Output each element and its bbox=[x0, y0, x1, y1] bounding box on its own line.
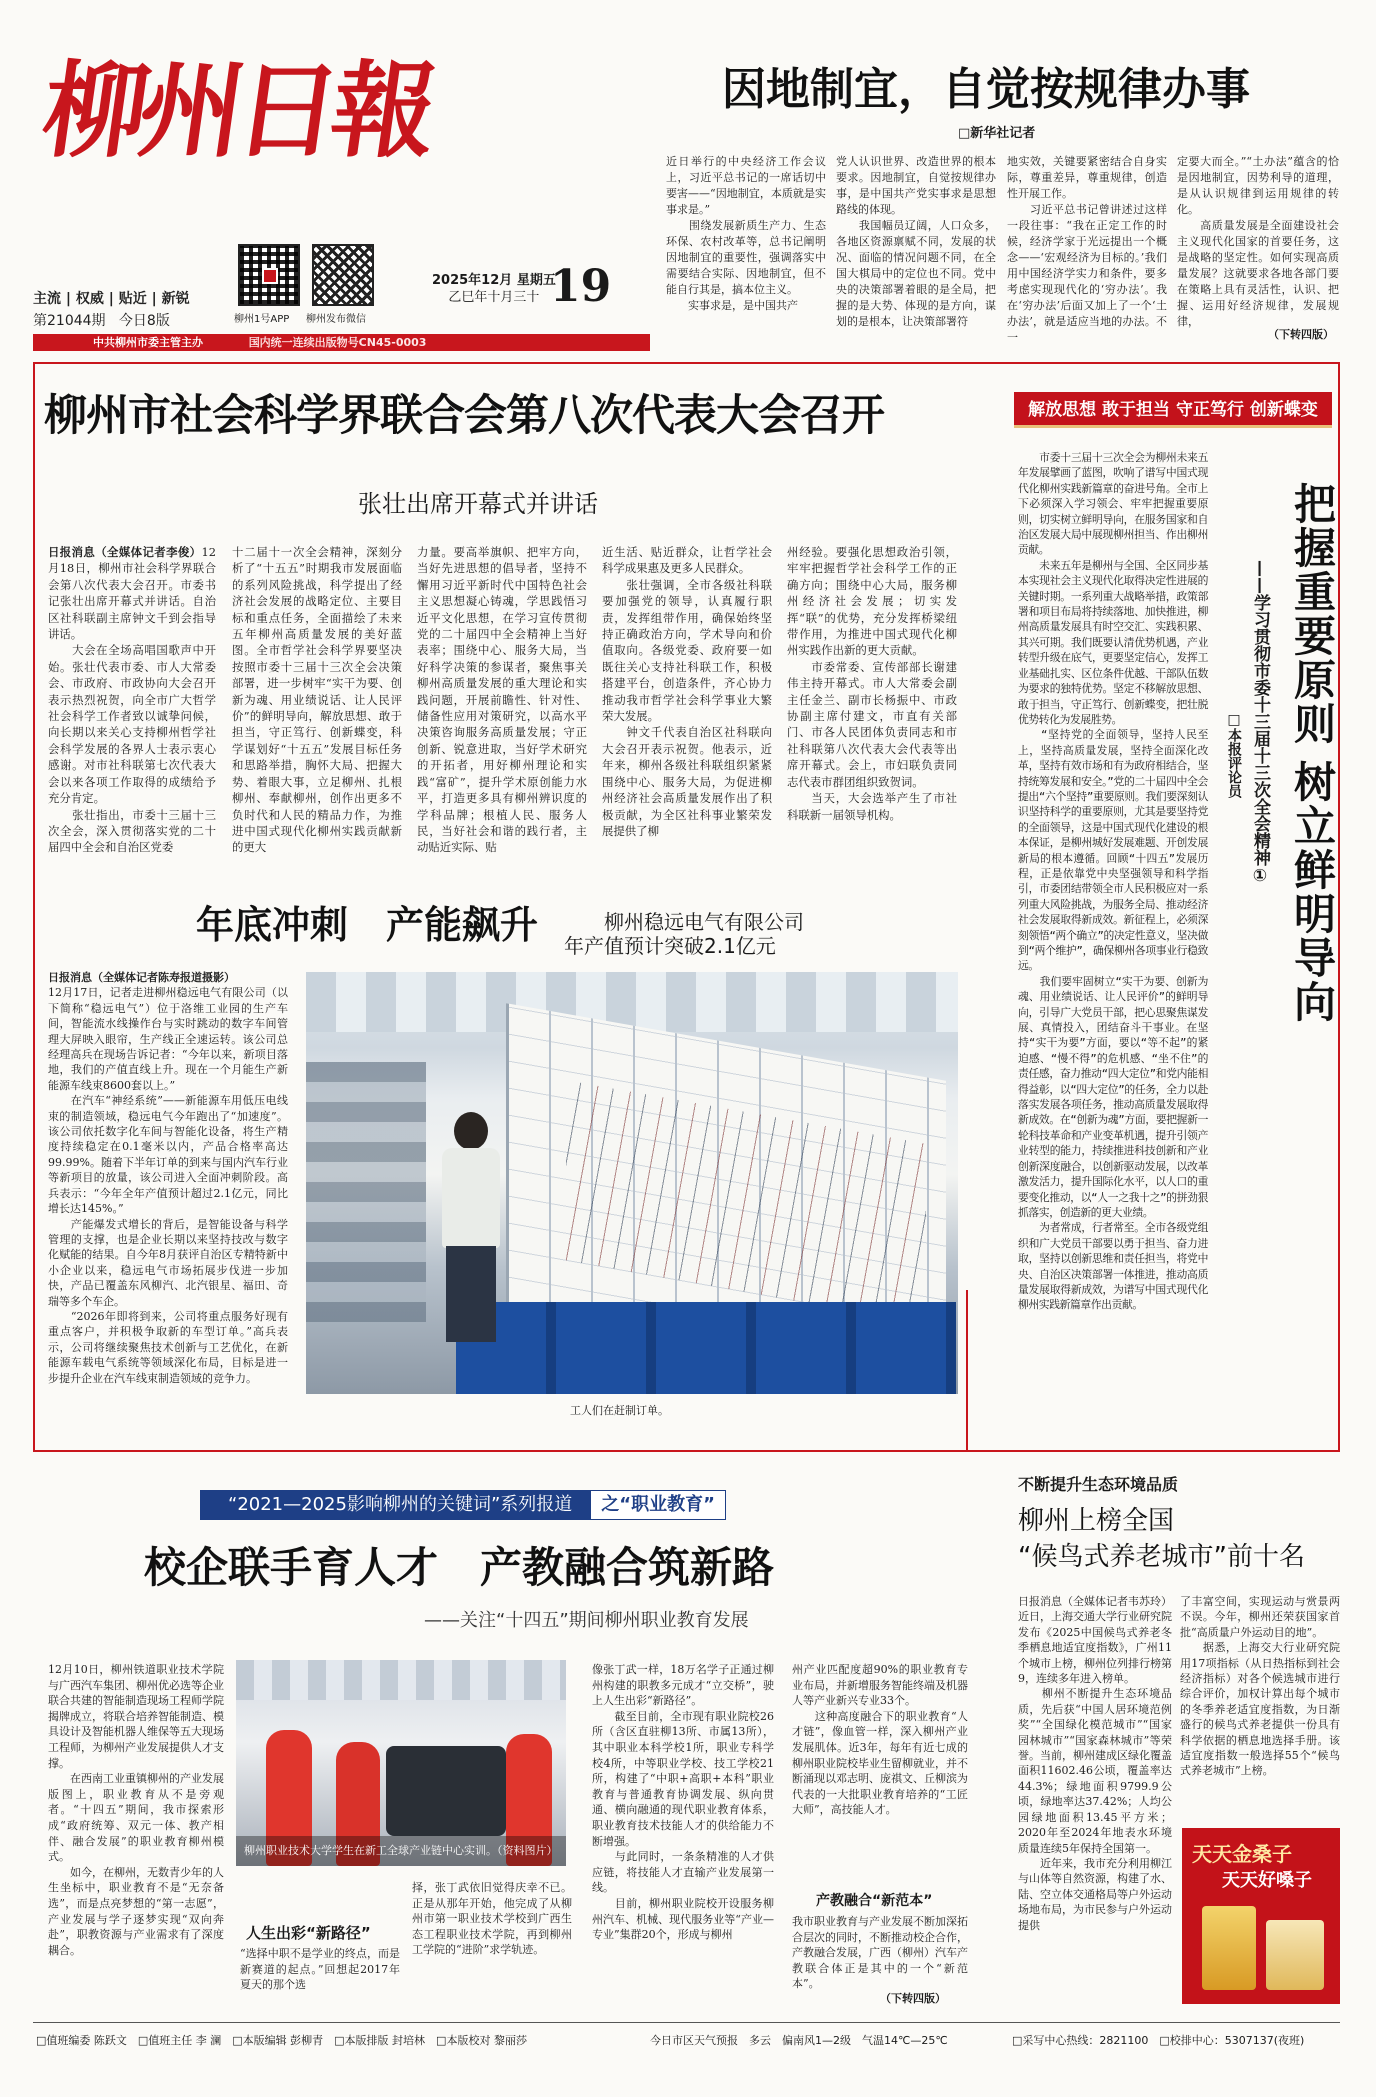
info-strip bbox=[33, 334, 650, 351]
top-story-col: 党人认识世界、改造世界的根本要求。因地制宜，自觉按规律办事，是中国共产党实事求是思想路线的体现。 我国幅员辽阔，人口众多，各地区资源禀赋不同，发展的状况、面临的情况问题不同，在全国大棋局中的定位也不同。党中央的决策部署着眼的是全局，把握的是大势、体现的是方向，谋划的是根本，让决策部署符 bbox=[836, 155, 996, 328]
eco-col1: 日报消息（全媒体记者韦苏玲）近日，上海交通大学行业研究院发布《2025中国候鸟式养老冬季栖息地适宜度指数》，广州11个城市上榜，柳州位列排行榜第9，连续多年进入榜单。 柳州不断提升生态环境品质，先后获“中国人居环境范例奖”“全国绿化模范城市”“国家园林城市”“国家森林城市”等荣誉。当前，柳州建成区绿化覆盖面积11602.46公顷，覆盖率达44.3%；绿地面积9799.9公顷，绿地率达37.42%；人均公园绿地面积13.45平方米；2020年至2024年地表水环境质量连续5年保持全国第一。 近年来，我市充分利用柳江与山体等自然资源，构建了水、陆、空立体交通格局等户外运动场地布局，为市民参与户外运动提供 bbox=[1018, 1595, 1172, 1932]
footer-rule bbox=[33, 2022, 1340, 2023]
date-line bbox=[432, 272, 556, 306]
training-photo[interactable] bbox=[236, 1660, 566, 1866]
lead-col: 近生活、贴近群众，让哲学社会科学成果惠及更多人民群众。 张壮强调，全市各级社科联要加强党的领导，认真履行职责，发挥组带作用，确保始终坚持正确政治方向，学术导向和价值取向。各级党委、政府要一如既往关心支持社科联工作，积极搭建平台，创造条件，齐心协力推动我市哲学社会科学事业大繁荣大发展。 钟文千代表自治区社科联向大会召开表示祝贺。他表示，近年来，柳州各级社科联组织紧紧围绕中心、服务大局，为促进柳州经济社会高质量发展作出了积极贡献，为全区社科事业繁荣发展提供了柳 bbox=[602, 545, 772, 838]
lead-frame-step bbox=[966, 1450, 1340, 1452]
footer-hotline: □采写中心热线：2821100 □校排中心：5307137(夜班) bbox=[1012, 2034, 1305, 2047]
ad-product-box bbox=[1266, 1920, 1324, 1990]
top-story-col: 地实效，关键要紧密结合自身实际，尊重差异，尊重规律，创造性开展工作。 习近平总书记曾讲述过这样一段往事：“我在正定工作的时候，经济学家于光远提出一个概念——‘宏观经济为目标的。’我们用中国经济学实力和条件，要多考虑实现现代化的‘穷办法’。我在‘穷办法’后面又加上了一个‘土办法’，就是适应当地的办法。不一 bbox=[1007, 155, 1167, 344]
ad-line2: 天天好嗓子 bbox=[1222, 1870, 1312, 1891]
commentary-title-1[interactable]: 把握重要原则 bbox=[1288, 482, 1337, 746]
lead-frame-mid bbox=[966, 1290, 968, 1452]
lead-frame-bottom bbox=[33, 1450, 968, 1452]
issue-line bbox=[33, 310, 170, 330]
issue-number: 第21044期 bbox=[33, 313, 106, 329]
series-tag-sub: 之“职业教育” bbox=[590, 1490, 726, 1520]
lead-col: 力量。要高举旗帜、把牢方向，当好先进思想的倡导者，坚持不懈用习近平新时代中国特色社会主义思想凝心铸魂，学思践悟习近平文化思想，在学习宣传贯彻党的二十届四中全会精神上当好表率；围绕中心、服务大局，当好科学决策的参谋者，聚焦事关柳州高质量发展的重大理论和实践问题，开展前瞻性、针对性、储备性应用对策研究，以高水平决策咨询服务高质量发展；守正创新、锐意进取，当好学术研究的开拓者，用好柳州理论和实践“富矿”，提升学术原创能力水平，打造更多具有柳州辨识度的学科品牌；根植人民、服务人民，当好社会和谐的践行者，主动贴近实际、贴 bbox=[417, 545, 587, 855]
lead-frame-top bbox=[33, 362, 1340, 364]
series-title[interactable]: 校企联手育人才 产教融合筑新路 bbox=[144, 1543, 775, 1592]
lead-byline: 日报消息（全媒体记者李俊） bbox=[48, 545, 202, 559]
series-subhead2: 产教融合“新范本” bbox=[816, 1893, 933, 1909]
lead-title[interactable]: 柳州市社会科学界联合会第八次代表大会召开 bbox=[44, 391, 884, 441]
banner-word: 解放思想 bbox=[1028, 400, 1097, 420]
top-story-title[interactable]: 因地制宜，自觉按规律办事 bbox=[722, 64, 1250, 115]
app-logo-icon bbox=[262, 268, 278, 284]
commentary-banner bbox=[1014, 392, 1332, 428]
commentary-body: 市委十三届十三次全会为柳州未来五年发展擘画了蓝图，吹响了谱写中国式现代化柳州实践新篇章的奋进号角。全市上下必须深入学习领会、牢牢把握重要原则，切实树立鲜明导向，在服务国家和自治区发展大局中展现柳州担当、作出柳州贡献。 未来五年是柳州与全国、全区同步基本实现社会主义现代化取得决定性进展的关键时期。一系列重大战略举措，政策部署和项目布局将持续落地、加快推进，柳州高质量发展具有时空交汇、实践积累、其兴可期。我们既要认清优势机遇，产业转型升级在底气，更要坚定信心，发挥工业基础扎实、区位条件优越、干部队伍数为要求的独特优势。坚定不移解放思想、敢于担当，守正笃行、创新蝶变，把壮脱优势转化为发展胜势。 “坚持党的全面领导，坚持人民至上，坚持高质量发展，坚持全面深化改革，坚持有效市场和有为政府相结合，坚持统筹发展和安全。”党的二十届四中全会提出“六个坚持”重要原则。我们要深刻认识坚持科学的重要原则，尤其是要坚持党的全面领导，这是中国式现代化建设的根本保证，是柳州城好发展难题、开创发展新局的根本遵循。回顾“十四五”发展历程，正是依靠党中央坚强领导和科学指引，市委团结带领全市人民积极应对一系列重大风险挑战，为服务全局、推动经济社会发展取得新成效。新征程上，必须深刻领悟“两个确立”的决定性意义，坚决做到“两个维护”，确保柳州各项事业行稳致远。 我们要牢固树立“实干为要、创新为魂、用业绩说话、让人民评价”的鲜明导向，引导广大党员干部，把心思聚焦谋发展、真情投入，团结奋斗干事业。在坚持“实干为要”方面，要以“等不起”的紧迫感、“慢不得”的危机感、“坐不住”的责任感，奋力推动“四大定位”和党内能相得益彰，以“四大定位”的任务，全力以赴落实发展各项任务，推动高质量发展取得新成效。在“创新为魂”方面，要把握新一轮科技革命和产业变革机遇，提升引领产业转型的能力，持续推进科技创新和产业创新深度融合，以创新驱动发展，以改革激发活力，提升国际化水平，以人口的重要变化推动，以“人一之我十之”的拼劲狠抓落实，创造新的更大业绩。 为者常成，行者常至。全市各级党组织和广大党员干部要以勇于担当、奋力进取，坚持以创新思维和责任担当，将党中央、自治区决策部署一体推进，推动高质量发展取得新成效，为谱写中国式现代化柳州实践新篇章作出贡献。 bbox=[1018, 451, 1208, 1312]
masthead-logo: 柳州日報 bbox=[35, 49, 437, 172]
ad-product-box bbox=[1202, 1906, 1256, 1990]
qr1-label: 柳州1号APP bbox=[234, 314, 290, 325]
industry-sub1: 柳州稳远电气有限公司 bbox=[604, 910, 804, 934]
sponsor-label: 中共柳州市委主管主办 bbox=[93, 336, 203, 349]
banner-word: 敢于担当 bbox=[1102, 400, 1171, 420]
industry-sub2: 年产值预计突破2.1亿元 bbox=[564, 934, 776, 958]
ad-banner[interactable] bbox=[1182, 1828, 1340, 2004]
factory-photo-caption: 工人们在赶制订单。 bbox=[570, 1404, 669, 1417]
series-continued: （下转四版） bbox=[880, 1992, 946, 2005]
series-col4: 像张丁武一样，18万名学子正通过柳州构建的职教多元成才“立交桥”，驶上人生出彩“新路径”。 截至目前，全市现有职业院校26所（含区直驻柳13所、市属13所），其中职业本科学校1所，职业专科学校4所，中等职业学校、技工学校21所，构建了“中职+高职+本科”职业教育与普通教育协调发展、纵向贯通、横向融通的现代职业教育体系，职业教育技术技能人才的供给能力不断增强。 与此同时，一条条精准的人才供应链，将技能人才直输产业发展第一线。 目前，柳州职业院校开设服务柳州汽车、机械、现代服务业等“产业—专业”集群20个，形成与柳州 bbox=[592, 1663, 774, 1942]
series-col2b: “选择中职不是学业的终点，而是新赛道的起点。”回想起2017年夏天的那个选 bbox=[240, 1947, 400, 1992]
top-story-col: 近日举行的中央经济工作会议上，习近平总书记的一席话切中要害——“因地制宜，本质就是实事求是。” 围绕发展新质生产力、生态环保、农村改革等，总书记阐明因地制宜的重要性，强调落实中需要结合实际、因地制宜，但不能自行其是，搞本位主义。 实事求是，是中国共产 bbox=[666, 155, 826, 312]
page-count: 今日8版 bbox=[118, 313, 170, 329]
slogan: 主流 | 权威 | 贴近 | 新锐 bbox=[33, 291, 190, 307]
footer-weather: 今日市区天气预报 多云 偏南风1—2级 气温14℃—25℃ bbox=[650, 2034, 948, 2047]
date-day: 19 bbox=[550, 261, 612, 312]
series-subhead: 人生出彩“新路径” bbox=[246, 1924, 371, 1942]
qr-code-wechat[interactable] bbox=[312, 244, 374, 306]
commentary-byline: □本报评论员 bbox=[1226, 712, 1242, 798]
eco-title-2[interactable]: “候鸟式养老城市”前十名 bbox=[1018, 1542, 1305, 1572]
qr2-label: 柳州发布微信 bbox=[306, 314, 366, 325]
banner-word: 守正笃行 bbox=[1175, 400, 1244, 420]
lead-frame-left bbox=[33, 362, 35, 1452]
slogan-item: 新锐 bbox=[161, 291, 190, 307]
continued-note: （下转四版） bbox=[1268, 328, 1334, 341]
industry-text: 12月17日，记者走进柳州稳远电气有限公司（以下简称“稳远电气”）位于洛维工业园的生产车间，智能流水线操作台与实时跳动的数字车间管理大屏映入眼帘，生产线正全速运转。该公司总经理高兵在现场告诉记者：“今年以来，新项目落地，我们的产值直线上升。现在一个月能生产新能源车线束8600套以上。” 在汽车“神经系统”——新能源车用低压电线束的制造领域，稳远电气今年跑出了“加速度”。该公司依托数字化车间与智能化设备，将生产精度持续稳定在0.1毫米以内，产品合格率高达99.99%。随着下半年订单的到来与国内汽车行业等新项目的放量，该公司进入全面冲刺阶段。高兵表示：“今年全年产值预计超过2.1亿元，同比增长达145%。” 产能爆发式增长的背后，是智能设备与科学管理的支撑，也是企业长期以来坚持技改与数字化赋能的结果。自今年8月获评自治区专精特新中小企业以来，稳远电气市场拓展步伐进一步加快，产品已覆盖东风柳汽、北汽银星、福田、奇瑞等多个车企。 “2026年即将到来，公司将重点服务好现有重点客户，并积极争取新的车型订单。”高兵表示，公司将继续聚焦技术创新与工艺优化，在新能源车载电气系统等领域深化布局，目标是进一步提升企业在汽车线束制造领域的竞争力。 bbox=[48, 986, 288, 1385]
series-tag bbox=[200, 1490, 726, 1520]
date-month: 2025年12月 bbox=[432, 273, 513, 288]
lunar-date: 乙巳年十月三十 bbox=[448, 290, 540, 305]
lead-col-text: 12月18日，柳州市社会科学界联合会第八次代表大会召开。市委书记张壮出席开幕式并讲话。自治区社科联副主席钟文千到会指导讲话。 大会在全场高唱国歌声中开始。张壮代表市委、市人大常委会、市政府、市政协向大会召开表示热烈祝贺，向全市广大哲学社会科学工作者致以诚挚问候，向长期以来关心支持柳州哲学社会科学发展的各界人士表示衷心感谢。对市社科联第七次代表大会以来各项工作取得的成绩给予充分肯定。 张壮指出，市委十三届十三次全会，深入贯彻落实党的二十届四中全会和自治区党委 bbox=[48, 545, 216, 855]
worker-figure bbox=[436, 1112, 506, 1342]
series-subtitle: ——关注“十四五”期间柳州职业教育发展 bbox=[424, 1610, 749, 1631]
top-story-byline: □新华社记者 bbox=[958, 126, 1036, 141]
weekday: 星期五 bbox=[516, 273, 556, 288]
eco-kicker: 不断提升生态环境品质 bbox=[1018, 1475, 1179, 1494]
eco-title-1[interactable]: 柳州上榜全国 bbox=[1018, 1506, 1175, 1536]
series-col1: 12月10日，柳州铁道职业技术学院与广西汽车集团、柳州优必选等企业联合共建的智能制造现场工程师学院揭牌成立，将联合培养智能制造、模具设计及智能机器人维保等五大现场工程师，为柳州产业发展提供人才支撑。 在西南工业重镇柳州的产业发展版图上，职业教育从不是旁观者。“十四五”期间，我市探索形成“政府统筹、双元一体、教产相伴、融合发展”的职业教育柳州模式。 如今，在柳州，无数青少年的人生坐标中，职业教育不是“无奈备选”，而是点亮梦想的“第一志愿”，产业发展与学子逐梦实现“双向奔赴”，职教资源与产业需求有了深度耦合。 bbox=[48, 1663, 224, 1957]
lead-subtitle: 张壮出席开幕式并讲话 bbox=[358, 490, 598, 518]
cn-number: 国内统一连续出版物号CN45-0003 bbox=[248, 336, 427, 349]
lead-col bbox=[48, 544, 216, 874]
industry-byline: 日报消息（全媒体记者陈寿报道摄影） bbox=[48, 971, 235, 984]
lead-col: 十二届十一次全会精神，深刻分析了“十五五”时期我市发展面临的系列风险挑战，科学提出了经济社会发展的战略定位、主要目标和重点任务，全面描绘了未来五年柳州高质量发展的美好蓝图。全市哲学社会科学界要坚决按照市委十三届十三次全会决策部署，进一步树牢“实干为要、创新为魂、用业绩说话、让人民评价”的鲜明导向，解放思想、敢于担当，守正笃行、创新蝶变，科学谋划好“十五五”发展目标任务和思路举措，胸怀大局、把握大势、着眼大事，立足柳州、扎根柳州、奉献柳州，创作出更多不负时代和人民的精品力作，为推进中国式现代化柳州实践贡献新的更大 bbox=[232, 545, 402, 855]
industry-title[interactable]: 年底冲刺 产能飙升 bbox=[196, 903, 539, 947]
commentary-title-2[interactable]: 树立鲜明导向 bbox=[1288, 760, 1337, 1024]
slogan-item: 主流 bbox=[33, 291, 61, 307]
footer-editors: □值班编委 陈跃文 □值班主任 李 澜 □本版编辑 彭柳青 □本版排版 封培林 □本版校对 黎丽莎 bbox=[36, 2034, 527, 2047]
slogan-item: 贴近 bbox=[118, 291, 147, 307]
banner-word: 创新蝶变 bbox=[1249, 400, 1318, 420]
eco-col2: 了丰富空间，实现运动与赏景两不误。今年，柳州还荣获国家首批“高质量户外运动目的地”。 据悉，上海交大行业研究院用17项指标（从日热指标到社会经济指标）对各个候选城市进行综合评价，加权计算出每个城市的冬季养老适宜度指数，为日渐盛行的候鸟式养老提供一份具有科学依据的栖息地选择手册。该适宜度指数一般选择55个“候鸟式养老城市”上榜。 bbox=[1180, 1595, 1340, 1778]
series-col5: 州产业匹配度超90%的职业教育专业布局，并新增服务智能终端及机器人等产业新兴专业33个。 这种高度融合下的职业教育“人才链”，像血管一样，深入柳州产业发展肌体。近3年，每年有近七成的柳州职业院校毕业生留柳就业，并不断涌现以邓志明、庞祺文、丘柳滨为代表的一大批职业教育培养的“工匠大师”，高技能人才。 bbox=[792, 1663, 968, 1817]
top-story-col: 定要大而全。”“土办法”蕴含的恰是因地制宜，因势利导的道理，是从认识规律到运用规律的转化。 高质量发展是全面建设社会主义现代化国家的首要任务，这是战略的坚定性。如何实现高质量发展？这就要求各地各部门要在策略上具有灵活性，认识、把握、运用好经济规律，发展规律， bbox=[1177, 155, 1339, 328]
training-photo-caption: 柳州职业技术大学学生在新工全球产业链中心实训。（资料图片） bbox=[244, 1844, 558, 1857]
series-col5b: 我市职业教育与产业发展不断加深拓合层次的同时，不断推动校企合作，产教融合发展，广西（柳州）汽车产教联合体正是其中的一个“新范本”。 bbox=[792, 1915, 968, 1991]
lead-col: 州经验。要强化思想政治引领，牢牢把握哲学社会科学工作的正确方向；围绕中心大局，服务柳州经济社会发展；切实发挥“联”的优势，充分发挥桥梁纽带作用，为推进中国式现代化柳州实践作出新的更大贡献。 市委常委、宣传部部长谢建伟主持开幕式。市人大常委会副主任金兰、副市长杨振中、市政协副主席付建文，市直有关部门、市各人民团体负责同志和市社科联第八次代表大会代表等出席开幕式。会上，市妇联负责同志代表市群团组织致贺词。 当天，大会选举产生了市社科联新一届领导机构。 bbox=[787, 545, 957, 822]
industry-body bbox=[48, 970, 288, 1436]
qr-code-app[interactable] bbox=[238, 244, 300, 306]
series-col3b: 择，张丁武依旧觉得庆幸不已。正是从那年开始，他完成了从柳州市第一职业技术学校到广西生态工程职业技术学院，再到柳州工学院的“进阶”求学轨迹。 bbox=[412, 1881, 572, 1957]
ad-line1: 天天金桑子 bbox=[1192, 1842, 1292, 1866]
slogan-item: 权威 bbox=[75, 291, 104, 307]
series-tag-main: “2021—2025影响柳州的关键词”系列报道 bbox=[200, 1490, 590, 1520]
factory-photo[interactable] bbox=[306, 972, 958, 1394]
commentary-subtitle: ——学习贯彻市委十三届十三次全会精神① bbox=[1250, 560, 1270, 886]
